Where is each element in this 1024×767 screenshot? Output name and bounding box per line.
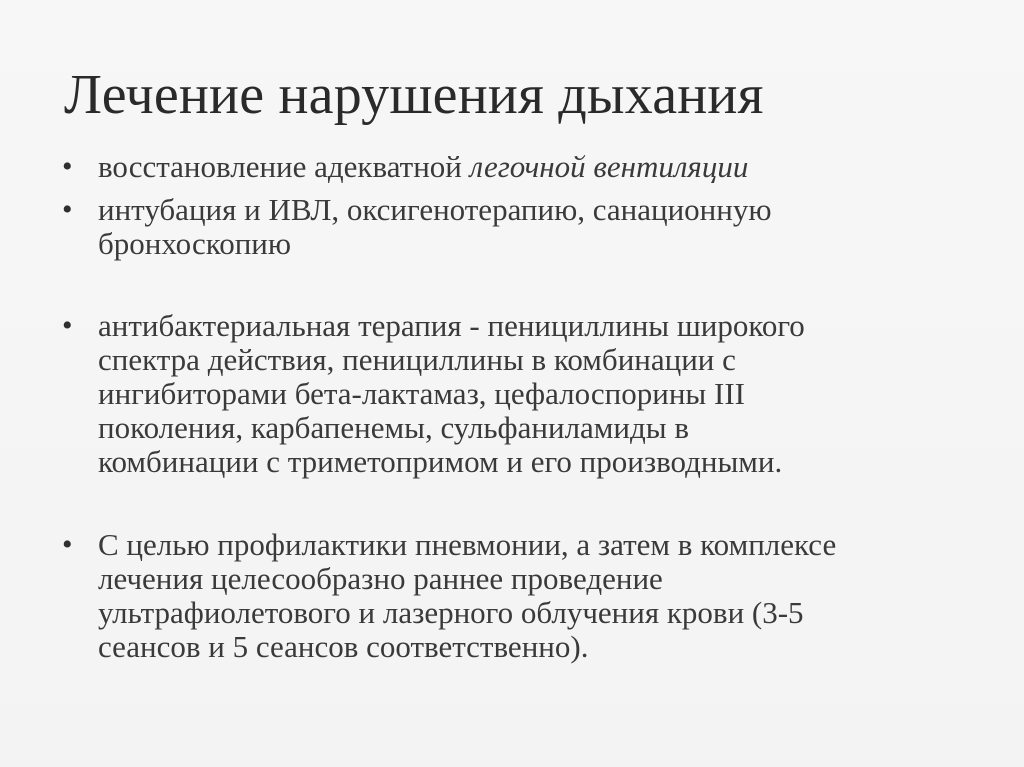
bullet-item-prophylaxis — [62, 528, 962, 664]
bullet-line: ультрафиолетового и лазерного облучения крови (3-5 — [98, 595, 804, 630]
bullet-line: • интубация и ИВЛ, оксигенотерапию, санационную — [98, 192, 772, 227]
slide-title: Лечение нарушения дыхания — [64, 64, 764, 126]
bullet-item-ventilation — [62, 150, 962, 184]
bullet-text-italic: легочной вентиляции — [469, 149, 749, 184]
bullet-line: • антибактериальная терапия - пенициллины широкого — [98, 308, 805, 343]
bullet-line: бронхоскопию — [98, 226, 292, 261]
bullet-text-regular: восстановление адекватной — [98, 149, 470, 184]
bullet-item-antibacterial — [62, 309, 962, 479]
bullet-line: поколения, карбапенемы, сульфаниламиды в — [98, 410, 689, 445]
bullet-line: • С целью профилактики пневмонии, а затем в комплексе — [98, 527, 837, 562]
bullet-list — [62, 150, 962, 664]
bullet-line: лечения целесообразно раннее проведение — [98, 561, 663, 596]
bullet-line: комбинации с триметопримом и его производными. — [98, 444, 783, 479]
bullet-line: сеансов и 5 сеансов соответственно). — [98, 629, 589, 664]
bullet-line: ингибиторами бета-лактамаз, цефалоспорины III — [98, 376, 745, 411]
bullet-line: спектра действия, пенициллины в комбинации с — [98, 342, 736, 377]
bullet-item-intubation — [62, 193, 962, 261]
